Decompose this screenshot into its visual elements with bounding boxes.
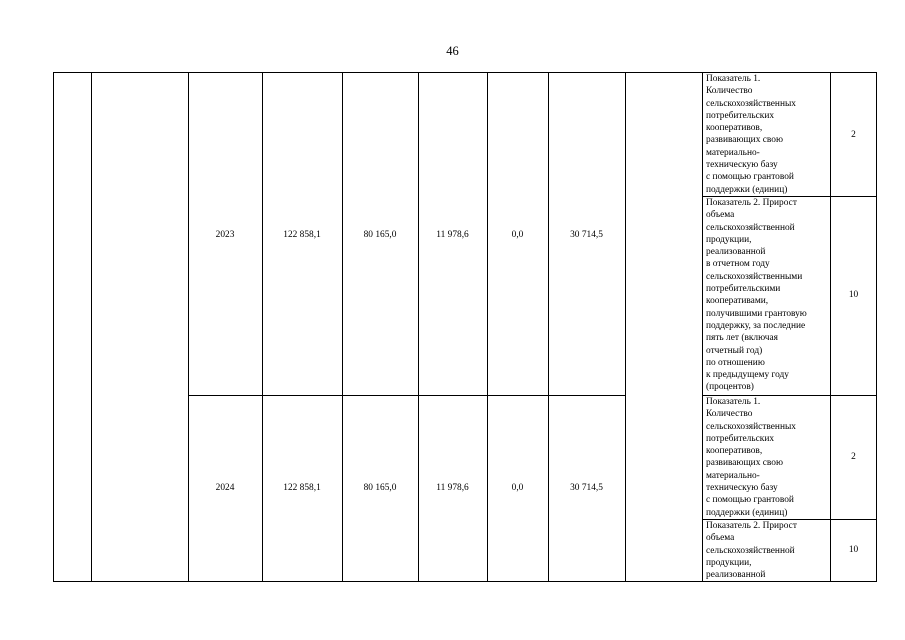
regional-2023: 11 978,6 (436, 230, 469, 240)
extra-2023: 30 714,5 (570, 230, 603, 240)
col-border-2 (188, 72, 189, 582)
regional-2024: 11 978,6 (436, 483, 469, 493)
col-border-11 (876, 72, 877, 582)
year-2024: 2024 (215, 483, 235, 493)
indicator-value-2024-1: 2 (851, 452, 856, 462)
indicator-2024-1: Показатель 1. Количество сельскохозяйственных потребительских кооперативов, развивающих свою материально- техническую базу с помощью грантовой поддержки (единиц) (706, 397, 796, 518)
col-border-3 (262, 72, 263, 582)
col-border-5 (418, 72, 419, 582)
extra-2024: 30 714,5 (570, 483, 603, 493)
year-2023: 2023 (215, 230, 235, 240)
local-2024: 0,0 (511, 483, 524, 493)
local-2023: 0,0 (511, 230, 524, 240)
col-border-7 (548, 72, 549, 582)
col-border-6 (487, 72, 488, 582)
total-2023: 122 858,1 (283, 230, 321, 240)
col-border-4 (342, 72, 343, 582)
indicator-value-2023-2: 10 (848, 290, 859, 300)
col-border-0 (53, 72, 54, 582)
col-border-9 (702, 72, 703, 582)
page-number: 46 (446, 44, 459, 58)
indicator-2023-1: Показатель 1. Количество сельскохозяйственных потребительских кооперативов, развивающих свою материально- техническую базу с помощью грантовой поддержки (единиц) (706, 74, 796, 195)
indicator-2023-2: Показатель 2. Прирост объема сельскохозяйственной продукции, реализованной в отчетном году сельскохозяйственными потребительскими кооперативами, получившими грантовую поддержку, за последние пять лет (включая отчетный год) по отношению к предыдущему году (процентов) (706, 198, 807, 393)
federal-2023: 80 165,0 (363, 230, 397, 240)
col-border-8 (625, 72, 626, 582)
col-border-1 (91, 72, 92, 582)
indicator-value-2023-1: 2 (851, 130, 856, 140)
indicator-2024-2: Показатель 2. Прирост объема сельскохозяйственной продукции, реализованной (706, 521, 797, 581)
col-border-10 (830, 72, 831, 582)
federal-2024: 80 165,0 (363, 483, 397, 493)
indicator-value-2024-2: 10 (848, 545, 859, 555)
row-divider-years (188, 395, 625, 396)
total-2024: 122 858,1 (283, 483, 321, 493)
